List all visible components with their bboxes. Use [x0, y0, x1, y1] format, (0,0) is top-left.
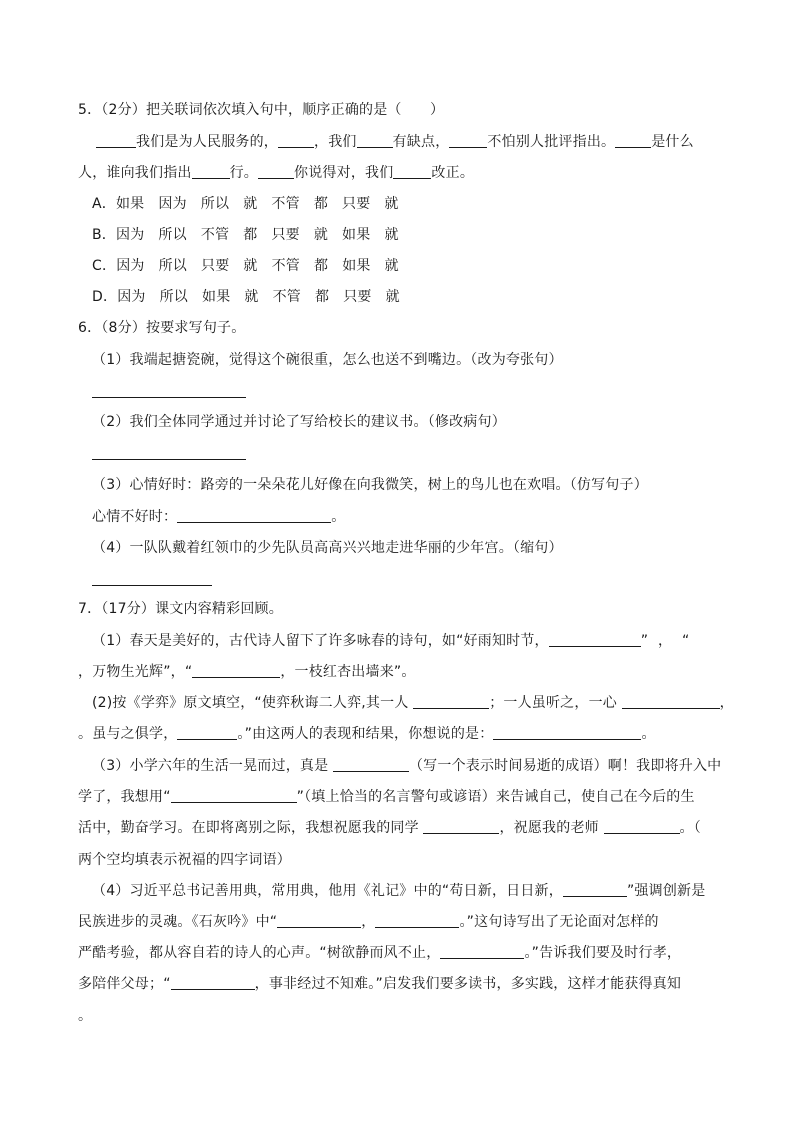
fill-blank[interactable] — [333, 757, 409, 772]
q6-item-3-imitation: 心情不好时： 。 — [92, 509, 346, 525]
fill-blank[interactable] — [423, 819, 499, 834]
fill-blank[interactable] — [413, 694, 489, 709]
fill-blank[interactable] — [277, 913, 361, 928]
q6-item-4: （4）一队队戴着红领巾的少先队员高高兴兴地走进华丽的少年宫。（缩句） — [92, 540, 563, 556]
answer-line[interactable] — [92, 459, 246, 460]
fill-blank[interactable] — [449, 133, 487, 148]
q6-item-1: （1）我端起搪瓷碗，觉得这个碗很重，怎么也送不到嘴边。（改为夸张句） — [92, 352, 563, 368]
fill-blank[interactable] — [278, 133, 314, 148]
fill-blank[interactable] — [563, 882, 627, 897]
fill-blank[interactable] — [192, 663, 280, 678]
q5-sentence-line2: 人，谁向我们指出 行。 你说得对，我们 改正。 — [78, 165, 475, 181]
q6-stem: 6．（8分）按要求写句子。 — [78, 320, 246, 336]
fill-blank[interactable] — [177, 725, 237, 740]
fill-blank[interactable] — [171, 975, 255, 990]
q5-option-b[interactable]: B．因为 所以 不管 都 只要 就 如果 就 — [92, 227, 399, 243]
q7-part1-line2: ，万物生光辉”，“ ，一枝红杏出墙来”。 — [78, 664, 416, 680]
q6-item-3: （3）心情好时：路旁的一朵朵花儿好像在向我微笑，树上的鸟儿也在欢唱。（仿写句子） — [92, 477, 648, 493]
q5-option-c[interactable]: C．因为 所以 只要 就 不管 都 如果 就 — [92, 258, 399, 274]
fill-blank[interactable] — [549, 632, 641, 647]
q7-part2-line1: (2)按《学弈》原文填空，“使弈秋诲二人弈,其一人 ；一人虽听之，一心 ， — [92, 695, 734, 711]
answer-line[interactable] — [92, 397, 246, 398]
q7-stem: 7．（17分）课文内容精彩回顾。 — [78, 601, 283, 617]
q7-part2-line2: 。虽与之俱学， 。”由这两人的表现和结果，你想说的是： 。 — [78, 726, 656, 742]
fill-blank[interactable] — [177, 508, 331, 523]
q5-stem: 5．（2分）把关联词依次填入句中，顺序正确的是（ ） — [78, 102, 445, 118]
q6-item-2: （2）我们全体同学通过并讨论了写给校长的建议书。（修改病句） — [92, 414, 506, 430]
q7-part4-line3: 严酷考验，都从容自若的诗人的心声。“树欲静而风不止， 。”告诉我们要及时行孝， — [78, 945, 682, 961]
fill-blank[interactable] — [393, 164, 431, 179]
q7-part3-line3: 活中，勤奋学习。在即将离别之际，我想祝愿我的同学 ，祝愿我的老师 。（ — [78, 820, 701, 836]
q7-part4-line5: 。 — [78, 1008, 93, 1024]
fill-blank[interactable] — [171, 788, 297, 803]
fill-blank[interactable] — [357, 133, 393, 148]
q7-part3-line4: 两个空均填表示祝福的四字词语） — [78, 852, 291, 868]
q7-part1-line1: （1）春天是美好的，古代诗人留下了许多咏春的诗句，如“好雨知时节， ”，“ — [92, 633, 700, 649]
q7-part4-line4: 多陪伴父母；“ ，事非经过不知难。”启发我们要多读书，多实践，这样才能获得真知 — [78, 976, 682, 992]
fill-blank[interactable] — [604, 819, 680, 834]
q7-part4-line1: （4）习近平总书记善用典，常用典，他用《礼记》中的“苟日新，日日新， ”强调创新是 — [92, 883, 706, 899]
q7-part4-line2: 民族进步的灵魂。《石灰吟》中“ ， 。”这句诗写出了无论面对怎样的 — [78, 914, 659, 930]
fill-blank[interactable] — [375, 913, 459, 928]
q5-option-d[interactable]: D．因为 所以 如果 就 不管 都 只要 就 — [92, 289, 400, 305]
fill-blank[interactable] — [622, 694, 720, 709]
fill-blank[interactable] — [258, 164, 294, 179]
answer-line[interactable] — [92, 585, 212, 586]
q7-part3-line1: （3）小学六年的生活一晃而过，真是 （写一个表示时间易逝的成语）啊！我即将升入中 — [92, 758, 722, 774]
q7-part3-line2: 学了，我想用“ ”（填上恰当的名言警句或谚语）来告诫自己，使自己在今后的生 — [78, 789, 695, 805]
fill-blank[interactable] — [192, 164, 230, 179]
fill-blank[interactable] — [96, 133, 136, 148]
q5-sentence-line1: 我们是为人民服务的， ，我们 有缺点， 不怕别人批评指出。 是什么 — [96, 132, 694, 152]
q5-option-a[interactable]: A．如果 因为 所以 就 不管 都 只要 就 — [92, 196, 399, 212]
fill-blank[interactable] — [493, 725, 641, 740]
fill-blank[interactable] — [615, 133, 651, 148]
fill-blank[interactable] — [440, 944, 524, 959]
